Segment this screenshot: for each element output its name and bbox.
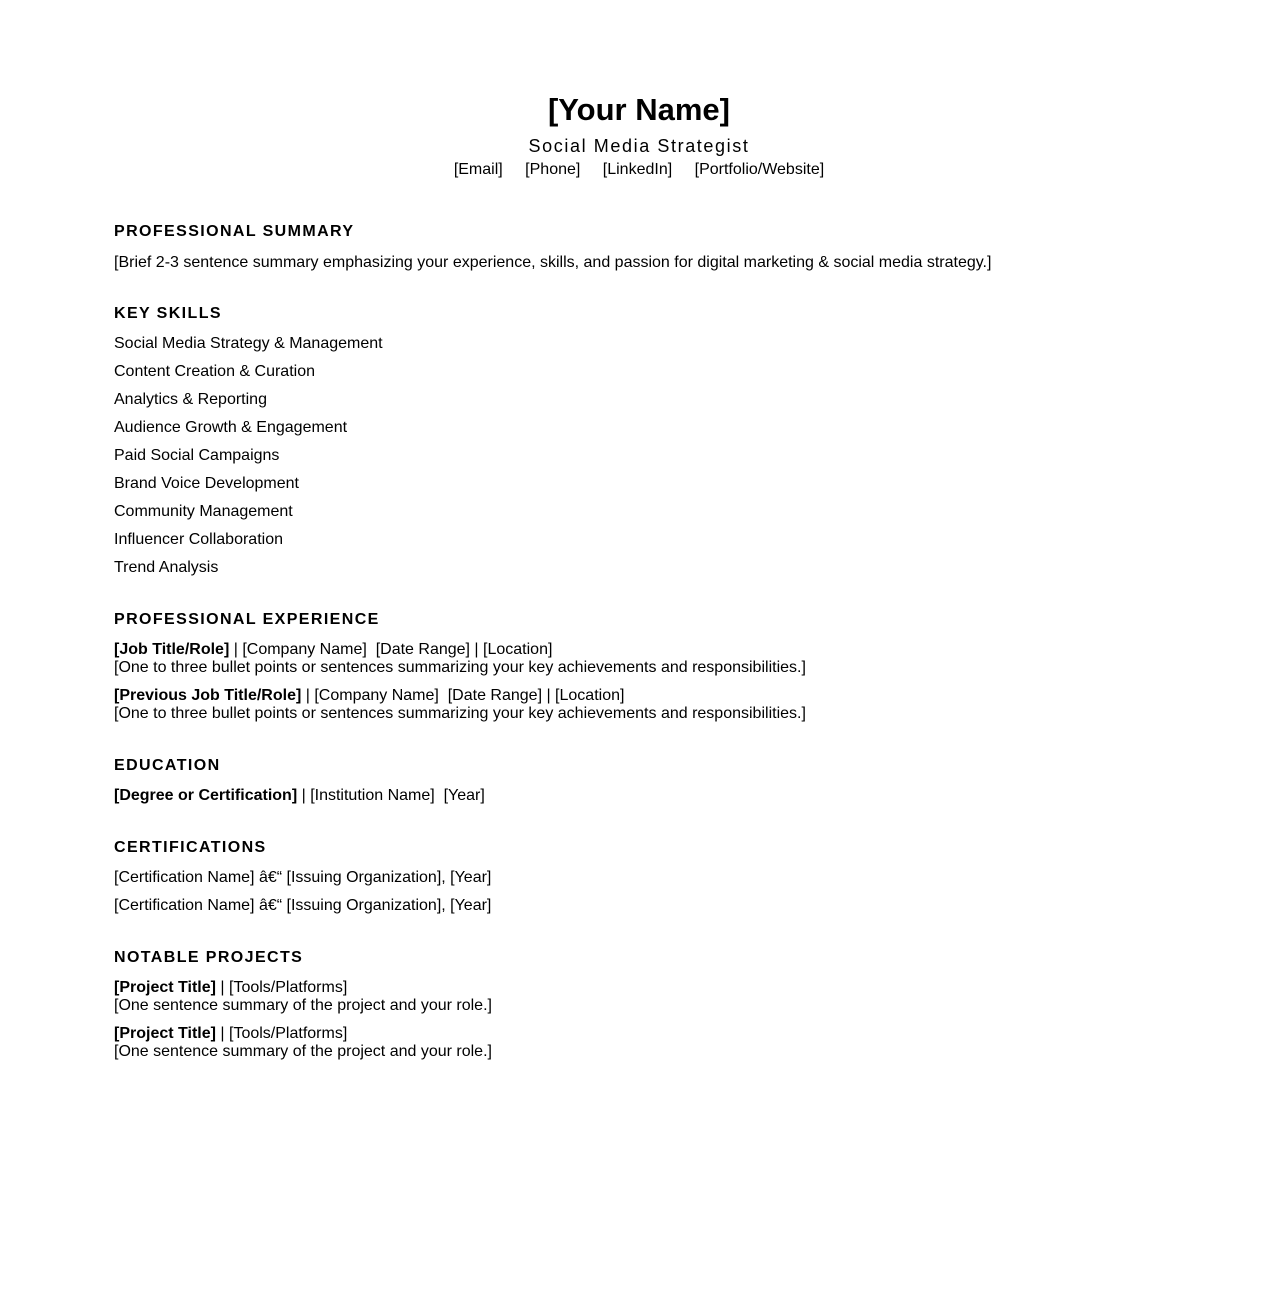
project-title: [Project Title]: [114, 979, 216, 996]
skill-item: Content Creation & Curation: [114, 363, 315, 380]
education-details: | [Institution Name] [Year]: [297, 787, 485, 804]
summary-text: [Brief 2-3 sentence summary emphasizing your experience, skills, and passion for digital marketing & social media strategy.]: [114, 254, 992, 271]
job-role: [Job Title/Role]: [114, 641, 230, 658]
contact-phone: [Phone]: [525, 161, 581, 178]
project-entry: [114, 979, 1164, 1015]
skill-item: Audience Growth & Engagement: [114, 419, 348, 436]
project-tools: | [Tools/Platforms]: [215, 979, 348, 996]
job-details: | [Company Name] [Date Range] | [Location]: [229, 641, 553, 658]
project-title: [Project Title]: [114, 1025, 216, 1042]
certification-item: [Certification Name] â€“ [Issuing Organization], [Year]: [114, 869, 492, 886]
job-description: [One to three bullet points or sentences summarizing your key achievements and responsibilities.]: [114, 705, 806, 722]
contact-email: [Email]: [453, 161, 503, 178]
section-heading: CERTIFICATIONS: [114, 839, 267, 856]
experience-entry: [114, 687, 1164, 723]
skill-item: Trend Analysis: [114, 559, 219, 576]
resume-header: [0, 90, 1278, 180]
candidate-name: [Your Name]: [547, 92, 730, 127]
skill-item: Community Management: [114, 503, 293, 520]
section-heading: EDUCATION: [114, 757, 221, 774]
contact-portfolio: [Portfolio/Website]: [694, 161, 825, 178]
education-entry: [114, 787, 1164, 805]
contact-line: [0, 160, 1278, 180]
job-role: [Previous Job Title/Role]: [114, 687, 302, 704]
section-professional-summary: [114, 222, 1164, 272]
skill-item: Brand Voice Development: [114, 475, 299, 492]
job-description: [One to three bullet points or sentences summarizing your key achievements and responsibilities.]: [114, 659, 806, 676]
section-professional-experience: [114, 610, 1164, 723]
job-details: | [Company Name] [Date Range] | [Location]: [301, 687, 625, 704]
contact-linkedin: [LinkedIn]: [602, 161, 673, 178]
section-education: [114, 756, 1164, 805]
section-heading: PROFESSIONAL SUMMARY: [114, 223, 355, 240]
project-description: [One sentence summary of the project and your role.]: [114, 997, 492, 1014]
project-tools: | [Tools/Platforms]: [215, 1025, 348, 1042]
skill-item: Analytics & Reporting: [114, 391, 267, 408]
section-key-skills: [114, 304, 1164, 582]
section-certifications: [114, 838, 1164, 920]
certifications-list: [114, 864, 1164, 920]
section-heading: KEY SKILLS: [114, 305, 222, 322]
degree: [Degree or Certification]: [114, 787, 298, 804]
project-entry: [114, 1025, 1164, 1061]
section-heading: NOTABLE PROJECTS: [114, 949, 304, 966]
section-notable-projects: [114, 948, 1164, 1061]
project-description: [One sentence summary of the project and your role.]: [114, 1043, 492, 1060]
skill-item: Paid Social Campaigns: [114, 447, 280, 464]
skill-item: Influencer Collaboration: [114, 531, 283, 548]
experience-entry: [114, 641, 1164, 677]
certification-item: [Certification Name] â€“ [Issuing Organization], [Year]: [114, 897, 492, 914]
skills-list: [114, 330, 1164, 582]
skill-item: Social Media Strategy & Management: [114, 335, 383, 352]
job-title: Social Media Strategist: [528, 136, 750, 156]
section-heading: PROFESSIONAL EXPERIENCE: [114, 611, 380, 628]
